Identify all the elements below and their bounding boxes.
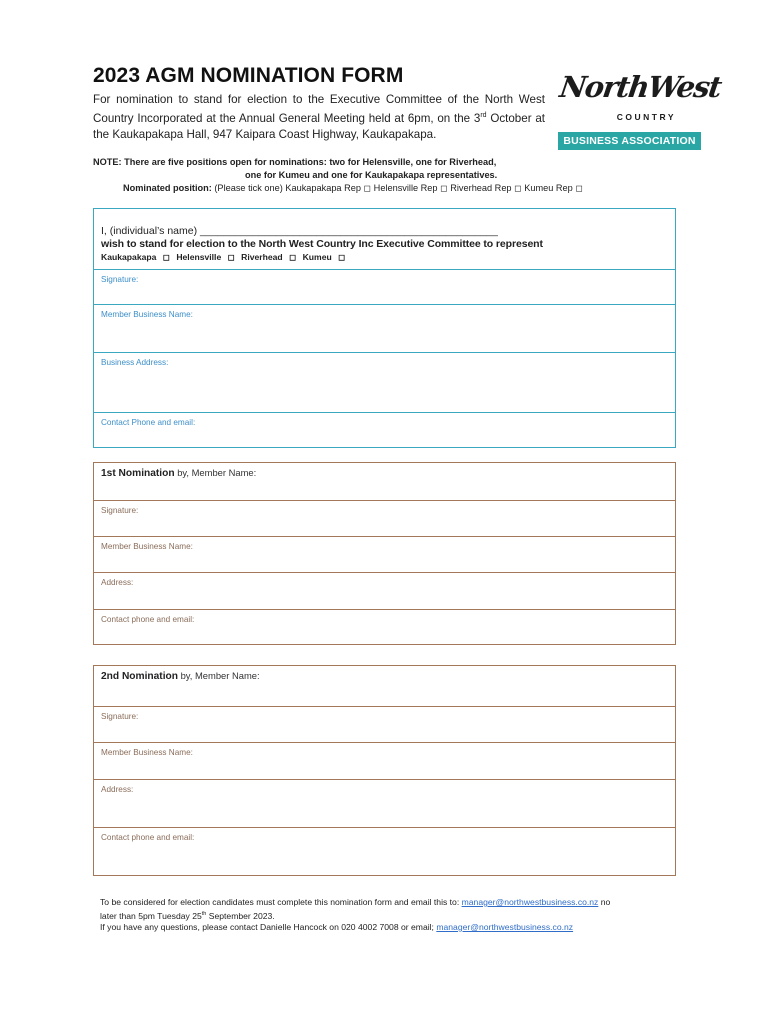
logo-country-text: COUNTRY: [616, 112, 676, 122]
declaration: [94, 209, 675, 264]
footer-line-1: To be considered for election candidates must complete this nomination form and email this to: manager@northwestbusiness.co.nz no: [100, 897, 611, 907]
intro-superscript: rd: [480, 112, 487, 119]
nominator1-member-name-field[interactable]: [94, 463, 675, 500]
field-label: Contact Phone and email:: [101, 418, 196, 427]
field-label: Contact phone and email:: [101, 615, 195, 624]
second-nomination-section: [93, 665, 676, 876]
nominator2-contact-field[interactable]: [94, 827, 675, 875]
nomination-heading: 1st Nomination by, Member Name:: [101, 467, 257, 479]
footer-line-2: later than 5pm Tuesday 25th September 2023.: [100, 910, 275, 921]
nominee-business-address-field[interactable]: [94, 352, 675, 412]
nomination-heading: 2nd Nomination by, Member Name:: [101, 670, 260, 682]
intro-text-end: October at the Kaukapakapa Hall, 947 Kaipara Coast Highway, Kaukapakapa.: [93, 111, 545, 141]
first-nomination-section: [93, 462, 676, 645]
logo-script-text: NorthWest: [557, 70, 723, 104]
field-label: Member Business Name:: [101, 542, 193, 551]
email-link[interactable]: manager@northwestbusiness.co.nz: [461, 897, 599, 907]
logo-banner: BUSINESS ASSOCIATION: [558, 132, 701, 150]
note-line-2: one for Kumeu and one for Kaukapakapa representatives.: [245, 170, 498, 180]
positions-note: [93, 156, 693, 195]
nominated-position-label: Nominated position:: [123, 183, 212, 193]
position-checkbox-options[interactable]: (Please tick one) Kaukapakapa Rep ◻ Helensville Rep ◻ Riverhead Rep ◻ Kumeu Rep ◻: [214, 183, 583, 193]
footer-line-3: If you have any questions, please contact Danielle Hancock on 020 4002 7008 or email; manager@northwestbusiness.co.nz: [100, 921, 574, 932]
nominator1-contact-field[interactable]: [94, 609, 675, 644]
nominator2-member-name-field[interactable]: [94, 666, 675, 706]
field-label: Signature:: [101, 506, 139, 515]
intro-text: For nomination to stand for election to the Executive Committee of the North West Country Incorporated at the Annual General Meeting held at 6pm, on the 3: [93, 93, 545, 125]
area-checkboxes[interactable]: Kaukapakapa ◻ Helensville ◻ Riverhead ◻ Kumeu ◻: [101, 252, 346, 262]
email-link-2[interactable]: manager@northwestbusiness.co.nz: [436, 921, 574, 932]
page-title: 2023 AGM NOMINATION FORM: [93, 64, 404, 87]
nominator1-address-field[interactable]: [94, 572, 675, 609]
field-label: Contact phone and email:: [101, 833, 195, 842]
nominee-section: [93, 208, 676, 448]
footer-instructions: [100, 897, 680, 933]
intro-paragraph: [93, 92, 545, 143]
nominee-signature-field[interactable]: [94, 269, 675, 304]
field-label: Signature:: [101, 275, 139, 284]
field-label: Address:: [101, 785, 134, 794]
field-label: Member Business Name:: [101, 310, 193, 319]
stand-for-election-text: wish to stand for election to the North West Country Inc Executive Committee to represent: [101, 238, 543, 250]
nominator2-business-name-field[interactable]: [94, 742, 675, 779]
note-line-1: NOTE: There are five positions open for nominations: two for Helensville, one for Riverhead,: [93, 157, 497, 167]
nominee-contact-field[interactable]: [94, 412, 675, 447]
nominator1-signature-field[interactable]: [94, 500, 675, 536]
nominee-declaration-row: [94, 209, 675, 269]
field-label: Member Business Name:: [101, 748, 193, 757]
individual-name-field[interactable]: I, (individual’s name) ___________________________________________________: [101, 225, 498, 237]
nominator1-business-name-field[interactable]: [94, 536, 675, 572]
field-label: Business Address:: [101, 358, 169, 367]
field-label: Address:: [101, 578, 134, 587]
nominated-position-line: [93, 182, 693, 195]
nominator2-address-field[interactable]: [94, 779, 675, 827]
field-label: Signature:: [101, 712, 139, 721]
nominator2-signature-field[interactable]: [94, 706, 675, 742]
northwest-logo: [557, 70, 723, 152]
nominee-business-name-field[interactable]: [94, 304, 675, 352]
